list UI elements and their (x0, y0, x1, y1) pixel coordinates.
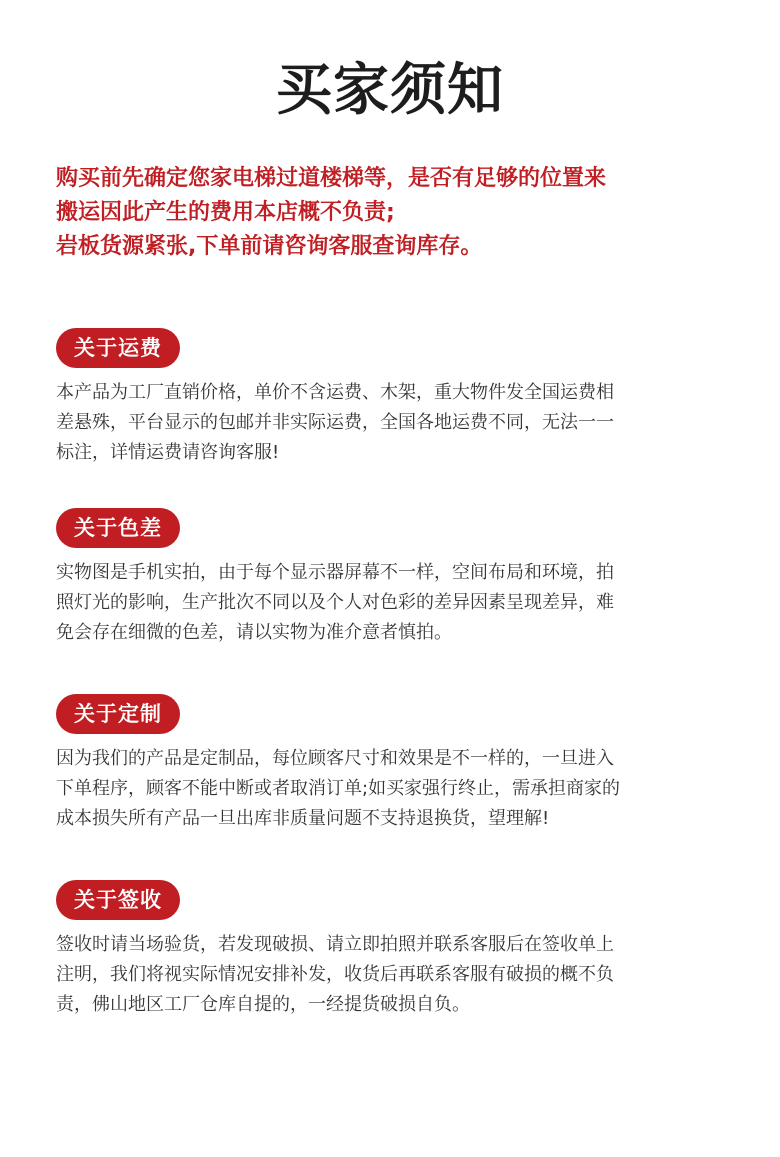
section-line: 免会存在细微的色差，请以实物为准介意者慎拍。 (56, 622, 452, 643)
section-shipping (56, 328, 746, 468)
section-receipt (56, 880, 746, 1020)
section-line: 注明，我们将视实际情况安排补发，收货后再联系客服有破损的概不负 (56, 964, 614, 985)
section-line: 成本损失所有产品一旦出库非质量问题不支持退换货，望理解! (56, 808, 550, 829)
section-line: 差悬殊，平台显示的包邮并非实际运费，全国各地运费不同，无法一一 (56, 412, 614, 433)
section-line: 因为我们的产品是定制品，每位顾客尺寸和效果是不一样的，一旦进入 (56, 748, 614, 769)
section-line: 标注，详情运费请咨询客服! (56, 442, 280, 463)
purchase-notice (56, 162, 746, 264)
notice-line: 购买前先确定您家电梯过道楼梯等，是否有足够的位置来 (56, 166, 607, 191)
section-badge-shipping: 关于运费 (56, 328, 180, 368)
section-line: 下单程序，顾客不能中断或者取消订单;如买家强行终止，需承担商家的 (56, 778, 621, 799)
section-line: 签收时请当场验货，若发现破损、请立即拍照并联系客服后在签收单上 (56, 934, 614, 955)
notice-line: 岩板货源紧张,下单前请咨询客服查询库存。 (56, 234, 483, 259)
notice-line: 搬运因此产生的费用本店概不负责; (56, 200, 395, 225)
section-badge-receipt: 关于签收 (56, 880, 180, 920)
section-body-shipping (56, 378, 746, 468)
section-body-receipt (56, 930, 746, 1020)
section-customization (56, 694, 746, 834)
section-body-customization (56, 744, 746, 834)
section-line: 责，佛山地区工厂仓库自提的，一经提货破损自负。 (56, 994, 470, 1015)
section-line: 照灯光的影响，生产批次不同以及个人对色彩的差异因素呈现差异，难 (56, 592, 614, 613)
section-line: 实物图是手机实拍，由于每个显示器屏幕不一样，空间布局和环境，拍 (56, 562, 614, 583)
section-color-difference (56, 508, 746, 648)
section-line: 本产品为工厂直销价格，单价不含运费、木架，重大物件发全国运费相 (56, 382, 614, 403)
section-body-color-difference (56, 558, 746, 648)
section-badge-customization: 关于定制 (56, 694, 180, 734)
section-badge-color-difference: 关于色差 (56, 508, 180, 548)
page-title: 买家须知 (276, 56, 504, 123)
